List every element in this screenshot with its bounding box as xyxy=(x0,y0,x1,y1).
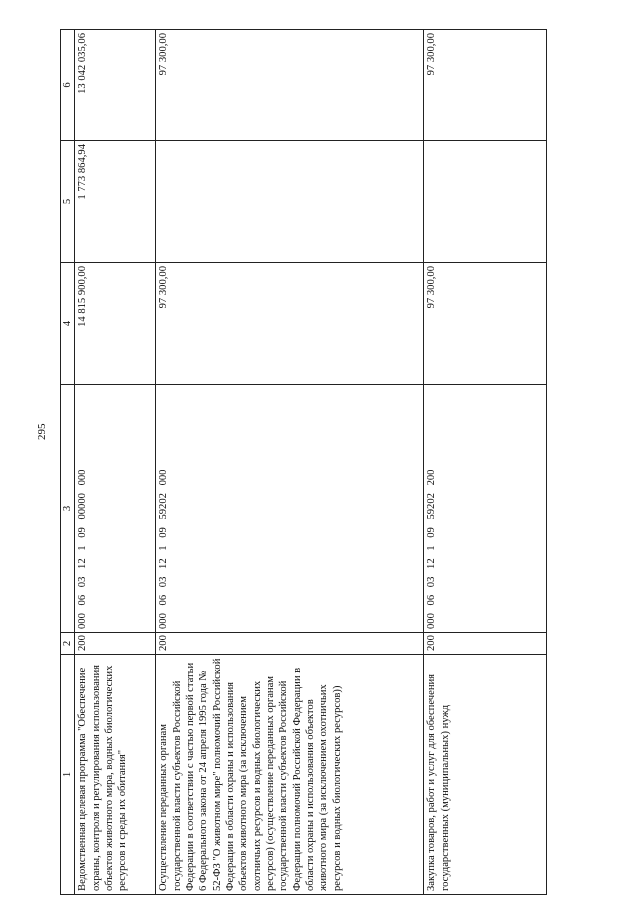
column-header: 6 xyxy=(61,30,75,141)
row-code: 000 06 03 12 1 09 00000 000 xyxy=(75,385,156,633)
row-col6: 97 300,00 xyxy=(424,30,547,141)
row-col6: 97 300,00 xyxy=(156,30,424,141)
column-header: 3 xyxy=(61,385,75,633)
row-admin: 200 xyxy=(424,633,547,655)
row-code: 000 06 03 12 1 09 59202 000 xyxy=(156,385,424,633)
row-col6: 13 042 035,06 xyxy=(75,30,156,141)
row-col4: 97 300,00 xyxy=(156,263,424,385)
row-admin: 200 xyxy=(75,633,156,655)
column-header: 1 xyxy=(61,655,75,895)
budget-table-wrapper xyxy=(60,30,548,895)
page-number: 295 xyxy=(36,423,48,440)
row-col5 xyxy=(156,141,424,263)
column-header: 5 xyxy=(61,141,75,263)
row-admin: 200 xyxy=(156,633,424,655)
table-row xyxy=(424,30,547,895)
row-col4: 97 300,00 xyxy=(424,263,547,385)
table-row xyxy=(75,30,156,895)
row-col5 xyxy=(424,141,547,263)
header-row xyxy=(61,30,75,895)
table-row xyxy=(156,30,424,895)
column-header: 2 xyxy=(61,633,75,655)
column-header: 4 xyxy=(61,263,75,385)
row-col4: 14 815 900,00 xyxy=(75,263,156,385)
row-name: Ведомственная целевая программа "Обеспечение охраны, контроля и регулирования использования объектов животного мира, водных биологических ресурсов и среды их обитания" xyxy=(75,655,156,895)
row-name: Закупка товаров, работ и услуг для обеспечения государственных (муниципальных) нужд xyxy=(424,655,547,895)
row-col5: 1 773 864,94 xyxy=(75,141,156,263)
row-name: Осуществление переданных органам государственной власти субъектов Российской Федерации в соответствии с частью первой статьи 6 Федерального закона от 24 апреля 1995 года № 52-ФЗ "О животном мире" полномочий Российской Федерации в области охраны и использования объектов животного мира (за исключением охотничьих ресурсов и водных биологических ресурсов) (осуществление переданных органам государственной власти субъектов Российской Федерации полномочий Российской Федерации в области охраны и использования объектов животного мира (за исключением охотничьих ресурсов и водных биологических ресурсов)) xyxy=(156,655,424,895)
row-code: 000 06 03 12 1 09 59202 200 xyxy=(424,385,547,633)
budget-table xyxy=(60,29,547,895)
